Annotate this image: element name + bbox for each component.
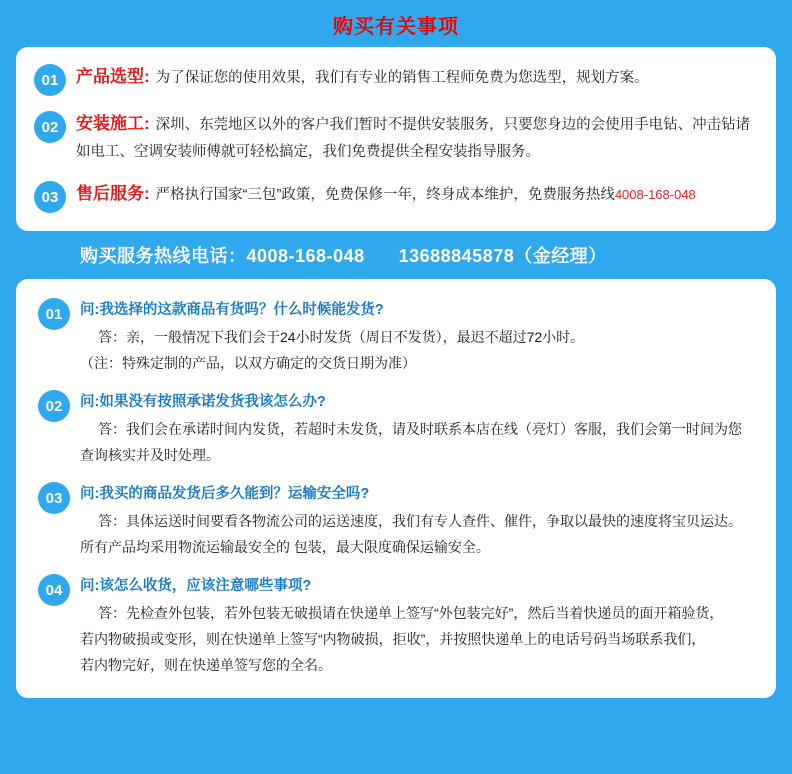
faq-number-badge: 01 [38, 298, 70, 330]
buying-note-item [34, 63, 758, 96]
faq-item [38, 573, 754, 678]
faq-number-badge: 03 [38, 482, 70, 514]
faq-answer-line: 答：亲，一般情况下我们会于24小时发货（周日不发货），最迟不超过72小时。 [98, 329, 585, 345]
hotline-phone-primary: 4008-168-048 [246, 246, 365, 266]
purchase-hotline-bar [0, 231, 792, 279]
faq-card [16, 279, 776, 698]
faq-item [38, 389, 754, 468]
faq-question: 问:我买的商品发货后多久能到？运输安全吗? [80, 486, 370, 502]
item-number-badge: 03 [34, 181, 66, 213]
buying-notes-card [16, 47, 776, 231]
item-text [76, 63, 758, 92]
faq-answer-line: 答：先检查外包装，若外包装无破损请在快递单上签写“外包装完好”，然后当着快递员的面开箱验货， [98, 605, 724, 621]
faq-item [38, 481, 754, 560]
item-label: 售后服务: [76, 184, 150, 203]
item-text [76, 110, 758, 166]
faq-answer-line: 答：具体运送时间要看各物流公司的运送速度，我们有专人查件、催件，争取以最快的速度将宝贝运达。 [98, 513, 742, 529]
item-label: 安装施工: [76, 114, 150, 133]
item-label: 产品选型: [76, 67, 150, 86]
faq-answer-line: 查询核实并及时处理。 [80, 447, 220, 463]
faq-answer-line: 若内物完好，则在快递单签写您的全名。 [80, 657, 332, 673]
faq-body [80, 297, 754, 376]
faq-number-badge: 02 [38, 390, 70, 422]
item-number-badge: 01 [34, 64, 66, 96]
faq-number-badge: 04 [38, 574, 70, 606]
faq-item [38, 297, 754, 376]
faq-answer-line: （注：特殊定制的产品，以双方确定的交货日期为准） [80, 355, 416, 371]
item-number-badge: 02 [34, 111, 66, 143]
hotline-phone-secondary: 13688845878（金经理） [398, 246, 607, 266]
hotline-label: 购买服务热线电话： [80, 246, 247, 266]
item-description: 深圳、东莞地区以外的客户我们暂时不提供安装服务，只要您身边的会使用手电钻、冲击钻诸如电工、空调安装师傅就可轻松搞定，我们免费提供全程安装指导服务。 [76, 117, 751, 160]
faq-question: 问:该怎么收货，应该注意哪些事项? [80, 578, 312, 594]
buying-note-item [34, 180, 758, 213]
faq-answer-line: 答：我们会在承诺时间内发货，若超时未发货，请及时联系本店在线（亮灯）客服，我们会第一时间为您 [98, 421, 742, 437]
item-description: 严格执行国家“三包”政策，免费保修一年，终身成本维护，免费服务热线 [155, 187, 615, 203]
faq-body [80, 573, 754, 678]
faq-question: 问:如果没有按照承诺发货我该怎么办? [80, 394, 326, 410]
item-description: 为了保证您的使用效果，我们有专业的销售工程师免费为您选型，规划方案。 [155, 70, 649, 86]
faq-question: 问:我选择的这款商品有货吗？什么时候能发货? [80, 302, 384, 318]
page-title: 购买有关事项 [333, 16, 459, 38]
faq-body [80, 389, 754, 468]
faq-body [80, 481, 754, 560]
item-text [76, 180, 758, 209]
faq-answer-line: 所有产品均采用物流运输最安全的 包装，最大限度确保运输安全。 [80, 539, 490, 555]
buying-note-item [34, 110, 758, 166]
service-hotline-number: 4008-168-048 [614, 187, 696, 202]
faq-answer-line: 若内物破损或变形，则在快递单上签写“内物破损，拒收”，并按照快递单上的电话号码当场联系我们， [80, 631, 706, 647]
